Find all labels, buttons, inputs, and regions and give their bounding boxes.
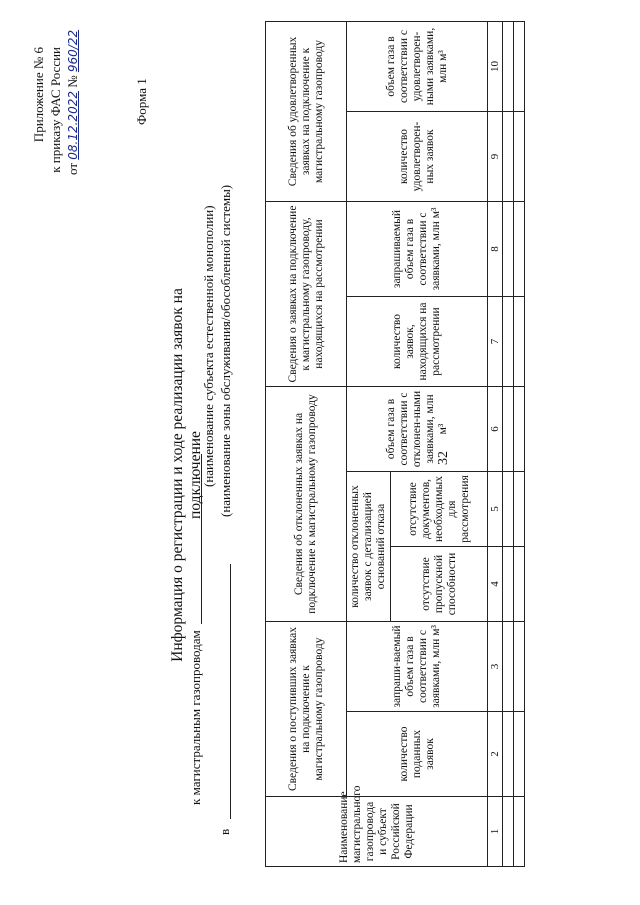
table-cell	[503, 547, 514, 622]
form-label: Форма 1	[134, 78, 149, 125]
zone-line-prefix: в	[217, 828, 232, 835]
appendix-line-1: Приложение № 6	[31, 47, 46, 143]
header-satisfied-volume: объем газа в соответствии с удовлетворен-ными заявками, млн м³	[347, 21, 488, 111]
page-number: 32	[436, 451, 451, 465]
table-cell	[503, 622, 514, 712]
header-rejected-no-capacity: отсутствие пропускной способности	[391, 547, 488, 622]
column-number: 4	[488, 547, 503, 622]
header-pending-group: Сведения о заявках на подключение к магистральному газопроводу, находящихся на рассмотрении	[266, 202, 347, 387]
column-number: 7	[488, 297, 503, 387]
table-cell	[503, 202, 514, 297]
table-cell	[514, 622, 525, 712]
header-received-group: Сведения о поступивших заявках на подключение к магистральному газопроводу	[266, 622, 347, 797]
table-cell	[514, 797, 525, 867]
handwritten-date: 08.12.2022	[66, 91, 80, 160]
number-prefix: №	[65, 75, 80, 88]
header-satisfied-count: количество удовлетворен-ных заявок	[347, 112, 488, 202]
table-cell	[503, 21, 514, 111]
table-cell	[503, 297, 514, 387]
subject-line	[188, 454, 204, 805]
table-cell	[503, 472, 514, 547]
appendix-line-3	[64, 29, 82, 175]
subject-line-prefix: к магистральным газопроводам	[188, 630, 203, 805]
subject-caption: (наименование субъекта естественной монополии)	[201, 205, 216, 487]
table-cell	[514, 21, 525, 111]
document-title: Информация о регистрации и ходе реализации заявок на подключение	[169, 288, 204, 662]
column-number: 1	[488, 797, 503, 867]
header-received-count: количество поданных заявок	[347, 712, 488, 797]
applications-table	[265, 21, 525, 867]
header-pending-volume: запрашиваемый объем газа в соответствии с заявками, млн м³	[347, 202, 488, 297]
column-number: 8	[488, 202, 503, 297]
table-cell	[514, 387, 525, 472]
header-rejected-group: Сведения об отклоненных заявках на подключение к магистральному газопроводу	[266, 387, 347, 622]
column-number: 6	[488, 387, 503, 472]
zone-line	[217, 564, 233, 835]
appendix-line-2: к приказу ФАС России	[48, 47, 63, 173]
column-number: 3	[488, 622, 503, 712]
column-number: 5	[488, 472, 503, 547]
header-pipeline-region: Наименование магистрального газопровода и субъект Российской Федерации	[266, 797, 488, 867]
appendix-block	[30, 29, 82, 175]
column-number: 2	[488, 712, 503, 797]
table-cell	[514, 297, 525, 387]
table-cell	[503, 112, 514, 202]
zone-caption: (наименование зоны обслуживания/обособленной системы)	[218, 184, 233, 517]
header-rejected-volume: объем газа в соответствии с отклонен-ными заявками, млн м³	[347, 387, 488, 472]
zone-fill-line	[218, 564, 231, 819]
header-rejected-count-detail: количество отклоненных заявок с детализацией оснований отказа	[347, 472, 391, 622]
table-cell	[514, 202, 525, 297]
date-prefix: от	[65, 162, 80, 175]
table-cell	[503, 797, 514, 867]
header-received-volume: запраши-ваемый объем газа в соответствии с заявками, млн м³	[347, 622, 488, 712]
table-cell	[503, 712, 514, 797]
header-pending-count: количество заявок, находящихся на рассмотрении	[347, 297, 488, 387]
table-cell	[514, 112, 525, 202]
table-row	[503, 21, 514, 866]
header-satisfied-group: Сведения об удовлетворенных заявках на подключение к магистральному газопроводу	[266, 21, 347, 201]
handwritten-number: 960/22	[66, 29, 80, 73]
column-number: 10	[488, 21, 503, 111]
table-row	[514, 21, 525, 866]
table-cell	[514, 547, 525, 622]
table-cell	[503, 387, 514, 472]
column-number: 9	[488, 112, 503, 202]
table-cell	[514, 712, 525, 797]
header-rejected-no-docs: отсутствие документов, необходимых для рассмотрения	[391, 472, 488, 547]
table-cell	[514, 472, 525, 547]
column-number-row	[488, 21, 503, 866]
